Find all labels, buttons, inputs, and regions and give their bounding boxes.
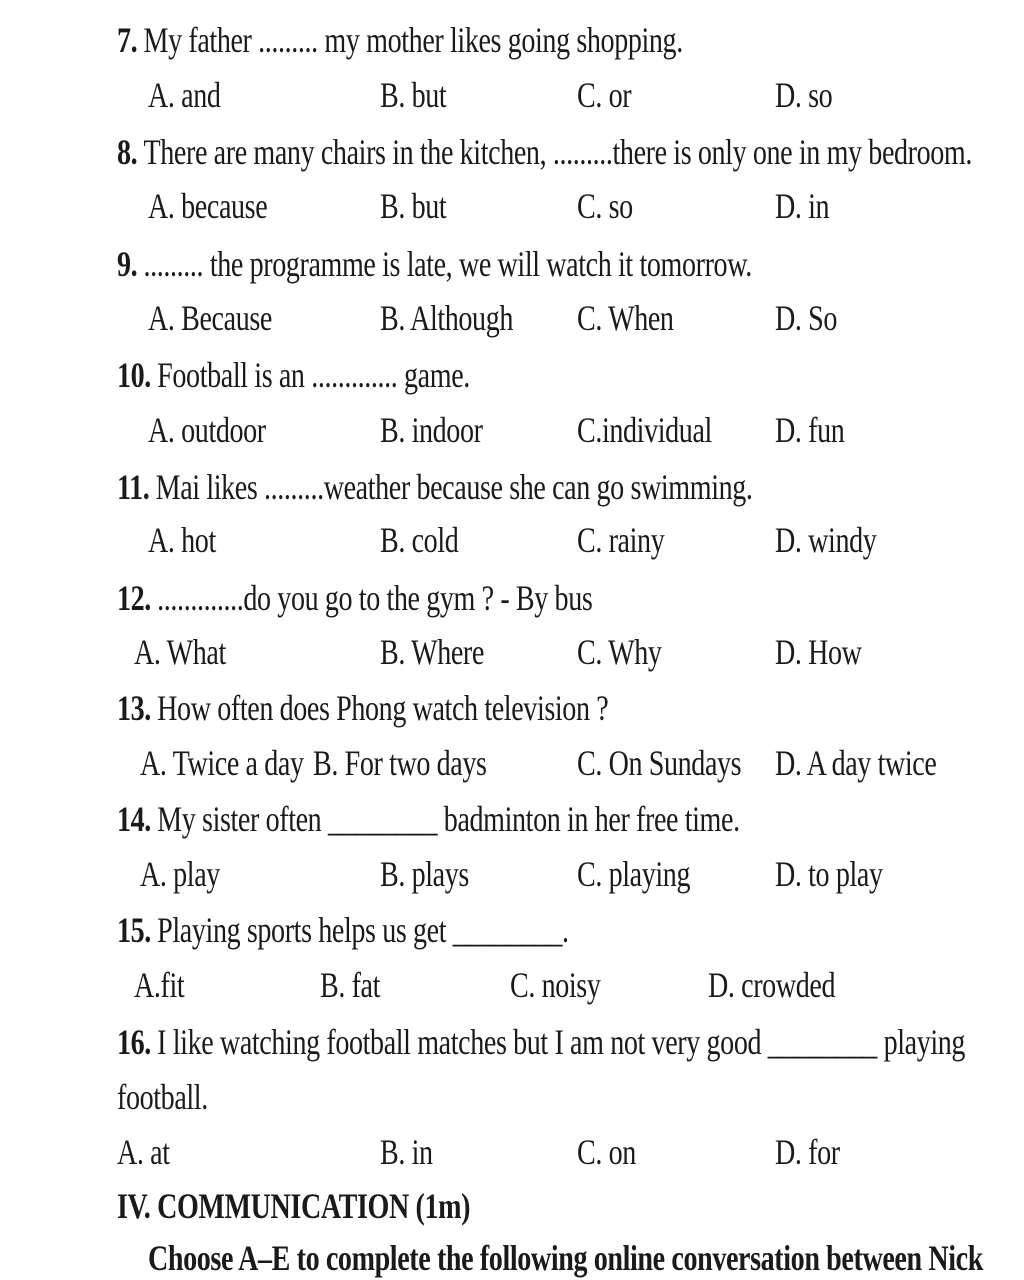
- question-number: 11.: [117, 467, 150, 507]
- option-a: A. What: [134, 632, 226, 672]
- option-d: D. How: [775, 632, 862, 672]
- option-b: B. cold: [380, 520, 459, 560]
- option-b: B. but: [380, 186, 447, 226]
- question-number: 7.: [117, 20, 138, 60]
- option-a: A. and: [148, 75, 221, 115]
- question-16: [117, 1022, 965, 1062]
- question-text: ......... the programme is late, we will watch it tomorrow.: [143, 244, 752, 284]
- option-c: C.individual: [577, 410, 712, 450]
- option-c: C. on: [577, 1132, 636, 1172]
- option-b: B. Although: [380, 298, 514, 338]
- question-12: [117, 578, 592, 618]
- question-number: 10.: [117, 355, 151, 395]
- option-c: C. noisy: [510, 965, 601, 1005]
- option-a: A. because: [148, 186, 268, 226]
- option-a: A.fit: [134, 965, 185, 1005]
- question-11: [117, 467, 753, 507]
- question-text: My sister often ________ badminton in her free time.: [157, 799, 740, 839]
- question-13: [117, 688, 608, 728]
- option-a: A. Because: [148, 298, 272, 338]
- option-d: D. crowded: [708, 965, 836, 1005]
- question-number: 14.: [117, 799, 151, 839]
- question-15: [117, 910, 569, 950]
- question-number: 8.: [117, 132, 138, 172]
- option-a: A. play: [140, 854, 220, 894]
- option-c: C. On Sundays: [577, 743, 742, 783]
- question-number: 12.: [117, 578, 151, 618]
- question-number: 9.: [117, 244, 138, 284]
- option-b: B. fat: [320, 965, 381, 1005]
- option-d: D. So: [775, 298, 838, 338]
- option-b: B. indoor: [380, 410, 483, 450]
- question-text: How often does Phong watch television ?: [157, 688, 609, 728]
- option-b: B. Where: [380, 632, 484, 672]
- question-9: [117, 244, 752, 284]
- option-d: D. fun: [775, 410, 845, 450]
- option-b: B. but: [380, 75, 447, 115]
- option-c: C. Why: [577, 632, 662, 672]
- option-c: C. rainy: [577, 520, 665, 560]
- question-text: .............do you go to the gym ? - By bus: [157, 578, 593, 618]
- question-number: 13.: [117, 688, 151, 728]
- question-10: [117, 355, 470, 395]
- option-a: A. Twice a day: [140, 743, 304, 783]
- question-7: [117, 20, 683, 60]
- question-text: I like watching football matches but I am not very good ________ playing: [157, 1022, 966, 1062]
- option-c: C. or: [577, 75, 632, 115]
- option-d: D. windy: [775, 520, 877, 560]
- option-a: A. hot: [148, 520, 216, 560]
- option-d: D. so: [775, 75, 833, 115]
- section-instruction: Choose A–E to complete the following online conversation between Nick: [148, 1238, 983, 1278]
- option-d: D. for: [775, 1132, 840, 1172]
- section-heading: IV. COMMUNICATION (1m): [117, 1186, 471, 1226]
- option-d: D. to play: [775, 854, 883, 894]
- option-b: B. For two days: [313, 743, 487, 783]
- question-14: [117, 799, 740, 839]
- option-c: C. so: [577, 186, 633, 226]
- question-text: There are many chairs in the kitchen, .........there is only one in my bedroom.: [143, 132, 973, 172]
- question-number: 15.: [117, 910, 151, 950]
- option-b: B. plays: [380, 854, 469, 894]
- question-text: Playing sports helps us get ________.: [157, 910, 569, 950]
- option-a: A. at: [117, 1132, 170, 1172]
- question-8: [117, 132, 972, 172]
- option-c: C. playing: [577, 854, 691, 894]
- option-c: C. When: [577, 298, 674, 338]
- question-text: My father ......... my mother likes going shopping.: [143, 20, 683, 60]
- option-b: B. in: [380, 1132, 433, 1172]
- option-d: D. A day twice: [775, 743, 937, 783]
- question-text: Mai likes .........weather because she can go swimming.: [155, 467, 753, 507]
- question-number: 16.: [117, 1022, 151, 1062]
- option-d: D. in: [775, 186, 830, 226]
- option-a: A. outdoor: [148, 410, 266, 450]
- question-text: Football is an ............. game.: [157, 355, 470, 395]
- question-16-continuation: football.: [117, 1077, 208, 1117]
